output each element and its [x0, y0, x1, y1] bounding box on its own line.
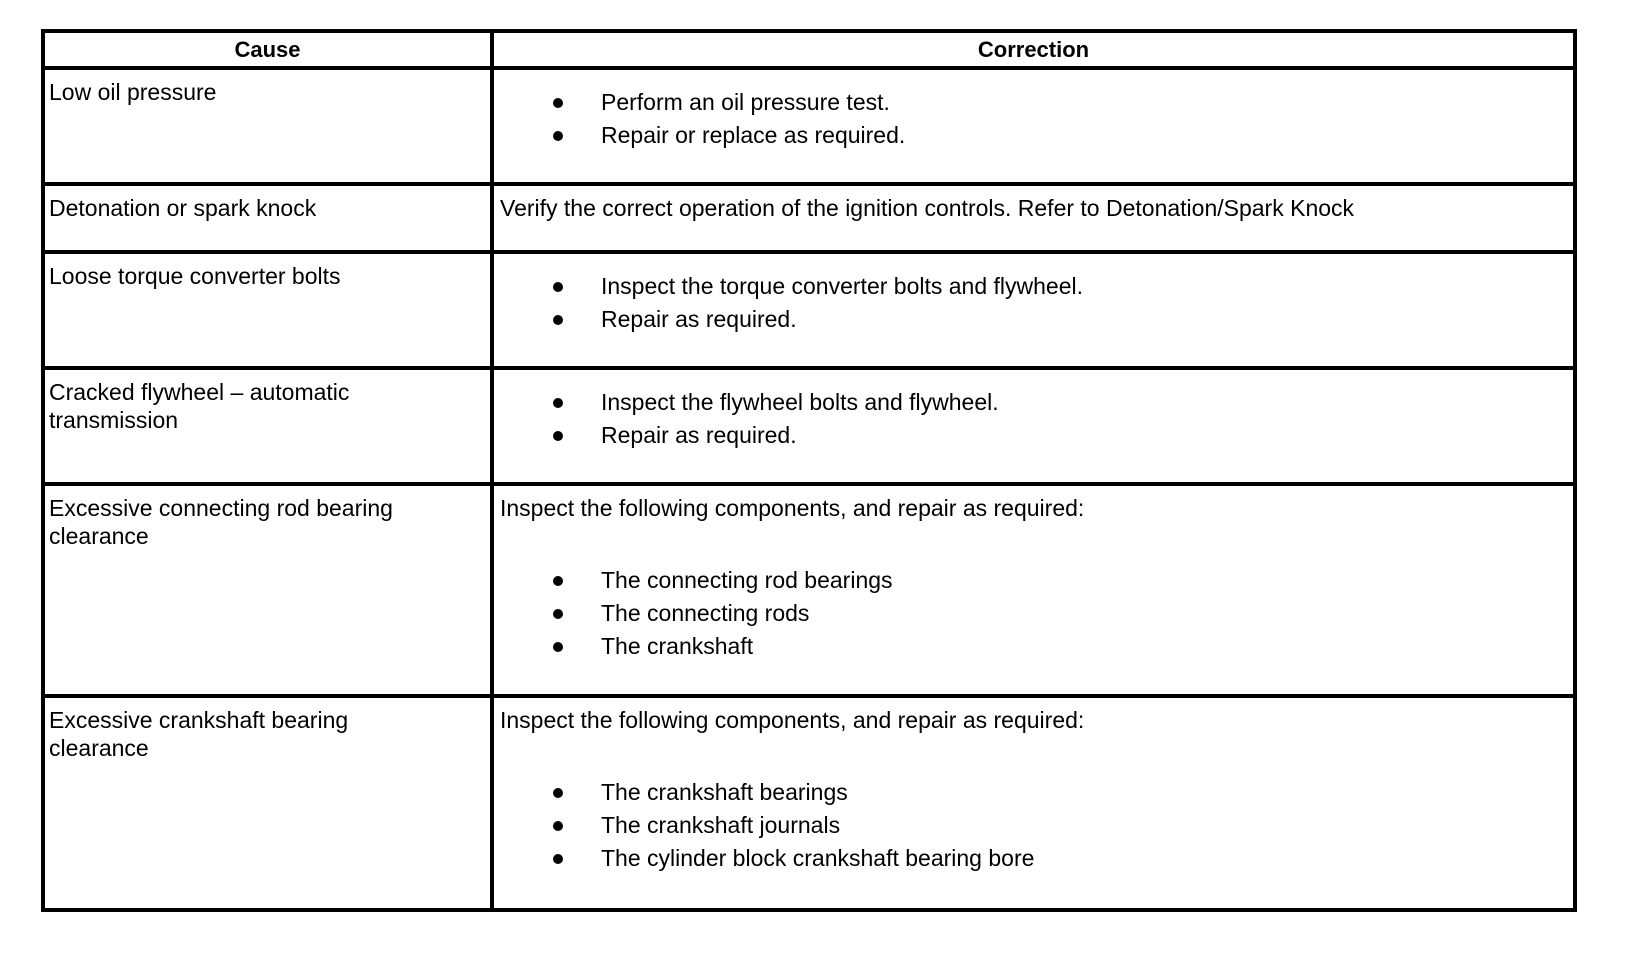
cause-cell [43, 484, 492, 696]
list-item [500, 86, 1573, 119]
correction-cell [492, 484, 1575, 696]
list-item-text: Repair or replace as required. [601, 122, 906, 148]
table-row [43, 252, 1575, 368]
table-row [43, 368, 1575, 484]
list-item-text: Perform an oil pressure test. [601, 89, 890, 115]
cause-text: Excessive connecting rod bearing clearance [49, 495, 393, 549]
list-item-text: The crankshaft [601, 633, 754, 659]
cause-cell [43, 68, 492, 184]
list-item [500, 303, 1573, 336]
bullet-icon [553, 98, 563, 108]
correction-cell [492, 368, 1575, 484]
list-item-text: The cylinder block crankshaft bearing bore [601, 845, 1035, 871]
bullet-list [500, 776, 1573, 875]
correction-cell [492, 696, 1575, 910]
correction-text: Verify the correct operation of the ignition controls. Refer to Detonation/Spark Knock [500, 195, 1355, 221]
cause-text: Loose torque converter bolts [49, 263, 341, 289]
list-item-text: The connecting rod bearings [601, 567, 893, 593]
table-row [43, 696, 1575, 910]
list-item-text: Inspect the torque converter bolts and flywheel. [601, 273, 1084, 299]
correction-cell [492, 184, 1575, 252]
list-item-text: Repair as required. [601, 306, 797, 332]
bullet-list [500, 386, 1573, 452]
correction-text: Inspect the following components, and repair as required: [500, 707, 1085, 733]
bullet-icon [553, 642, 563, 652]
bullet-list [500, 270, 1573, 336]
list-item-text: The crankshaft journals [601, 812, 841, 838]
bullet-icon [553, 788, 563, 798]
table-row [43, 484, 1575, 696]
list-item-text: The crankshaft bearings [601, 779, 848, 805]
bullet-icon [553, 282, 563, 292]
table-row [43, 68, 1575, 184]
list-item [500, 270, 1573, 303]
list-item [500, 630, 1573, 663]
bullet-icon [553, 609, 563, 619]
bullet-icon [553, 821, 563, 831]
cause-cell [43, 696, 492, 910]
list-item [500, 564, 1573, 597]
header-correction: Correction [492, 31, 1575, 68]
list-item [500, 776, 1573, 809]
list-item-text: The connecting rods [601, 600, 810, 626]
bullet-icon [553, 131, 563, 141]
bullet-icon [553, 315, 563, 325]
list-item [500, 597, 1573, 630]
list-item [500, 809, 1573, 842]
list-item [500, 386, 1573, 419]
table-row [43, 184, 1575, 252]
header-row [43, 31, 1575, 68]
bullet-list [500, 86, 1573, 152]
cause-cell [43, 368, 492, 484]
cause-text: Cracked flywheel – automatic transmission [49, 379, 350, 433]
header-cause: Cause [43, 31, 492, 68]
list-item-text: Repair as required. [601, 422, 797, 448]
correction-cell [492, 252, 1575, 368]
cause-text: Detonation or spark knock [49, 195, 317, 221]
list-item-text: Inspect the flywheel bolts and flywheel. [601, 389, 999, 415]
cause-text: Excessive crankshaft bearing clearance [49, 707, 349, 761]
cause-cell [43, 252, 492, 368]
list-item [500, 419, 1573, 452]
list-item [500, 119, 1573, 152]
bullet-list [500, 564, 1573, 663]
diagnostic-table [41, 29, 1577, 912]
correction-cell [492, 68, 1575, 184]
bullet-icon [553, 398, 563, 408]
bullet-icon [553, 431, 563, 441]
bullet-icon [553, 854, 563, 864]
cause-cell [43, 184, 492, 252]
correction-text: Inspect the following components, and repair as required: [500, 495, 1085, 521]
list-item [500, 842, 1573, 875]
bullet-icon [553, 576, 563, 586]
cause-text: Low oil pressure [49, 79, 217, 105]
